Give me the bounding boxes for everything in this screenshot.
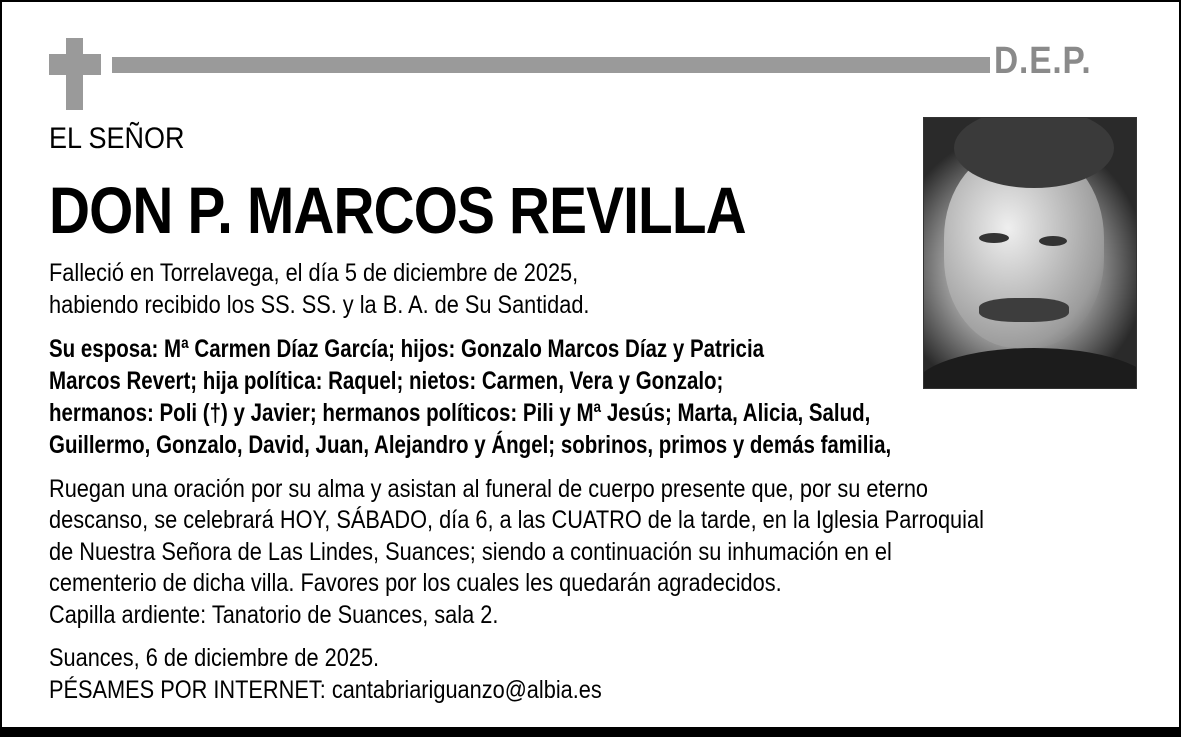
death-notice-line: Falleció en Torrelavega, el día 5 de diciembre de 2025, — [49, 259, 579, 287]
dep-label: D.E.P. — [994, 40, 1092, 82]
family-line: Guillermo, Gonzalo, David, Juan, Alejandro y Ángel; sobrinos, primos y demás familia, — [49, 431, 892, 459]
family-line: Marcos Revert; hija política: Raquel; nietos: Carmen, Vera y Gonzalo; — [49, 367, 724, 395]
bottom-border — [2, 727, 1179, 737]
body-line: Capilla ardiente: Tanatorio de Suances, sala 2. — [49, 601, 499, 629]
header-rule — [112, 57, 990, 73]
death-notice-line: habiendo recibido los SS. SS. y la B. A. de Su Santidad. — [49, 291, 590, 319]
deceased-name: DON P. MARCOS REVILLA — [49, 173, 746, 247]
deceased-photo — [923, 117, 1137, 389]
family-line: Su esposa: Mª Carmen Díaz García; hijos: Gonzalo Marcos Díaz y Patricia — [49, 335, 765, 363]
cross-icon-bar — [49, 54, 101, 75]
honorific: EL SEÑOR — [49, 122, 185, 155]
body-line: Ruegan una oración por su alma y asistan al funeral de cuerpo presente que, por su eterno — [49, 475, 929, 503]
condolences-label: PÉSAMES POR INTERNET: — [49, 676, 326, 704]
body-line: cementerio de dicha villa. Favores por los cuales les quedarán agradecidos. — [49, 569, 782, 597]
condolences-email[interactable]: cantabriariguanzo@albia.es — [331, 676, 602, 704]
place-date: Suances, 6 de diciembre de 2025. — [49, 644, 380, 672]
body-line: de Nuestra Señora de Las Lindes, Suances; siendo a continuación su inhumación en el — [49, 538, 892, 566]
condolences-line — [49, 676, 602, 705]
body-line: descanso, se celebrará HOY, SÁBADO, día 6, a las CUATRO de la tarde, en la Iglesia Parroquial — [49, 506, 984, 534]
family-line: hermanos: Poli (†) y Javier; hermanos políticos: Pili y Mª Jesús; Marta, Alicia, Salud, — [49, 399, 871, 427]
